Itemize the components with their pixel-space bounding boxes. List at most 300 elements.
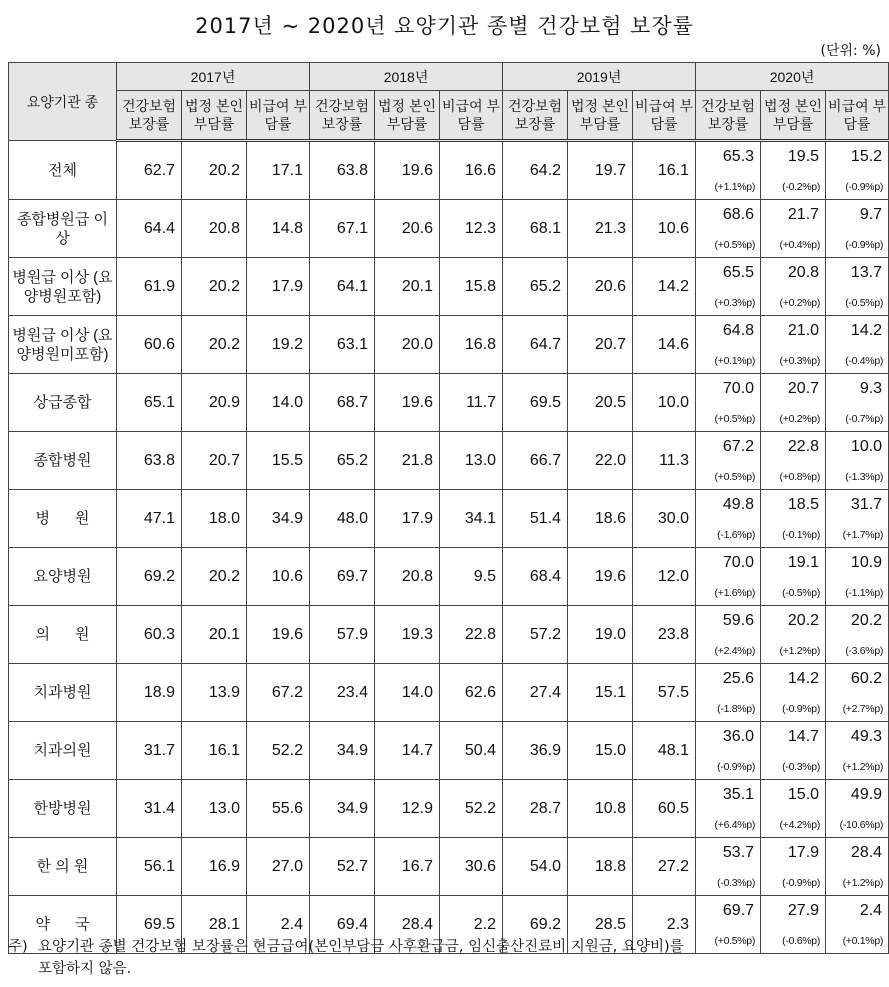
- value-cell: 65.2: [310, 432, 375, 490]
- value-cell: 55.6: [247, 780, 310, 838]
- value-cell: 64.4: [117, 200, 182, 258]
- value-2020: 18.5: [787, 496, 820, 513]
- value-cell-2020: [761, 548, 826, 606]
- value-cell: 15.5: [247, 432, 310, 490]
- header-sub-2018-2: 비급여 부담률: [440, 91, 503, 141]
- value-cell-2020: [826, 141, 889, 200]
- value-2020: 25.6: [722, 670, 755, 687]
- change-2020: (+1.7%p): [842, 529, 884, 541]
- value-cell: 60.3: [117, 606, 182, 664]
- table-row: [9, 374, 889, 432]
- value-cell: 20.0: [375, 316, 440, 374]
- value-2020: 65.3: [722, 148, 755, 165]
- change-2020: (+6.4%p): [714, 819, 756, 831]
- value-cell: 11.7: [440, 374, 503, 432]
- value-cell: 2.3: [633, 896, 696, 954]
- value-cell: 19.6: [375, 374, 440, 432]
- value-cell-2020: [761, 664, 826, 722]
- value-cell: 17.9: [247, 258, 310, 316]
- header-sub-2017-1: 법정 본인부담률: [182, 91, 247, 141]
- value-2020: 69.7: [722, 902, 755, 919]
- change-2020: (-0.4%p): [845, 355, 884, 367]
- value-cell: 63.8: [310, 141, 375, 200]
- value-cell-2020: [696, 780, 761, 838]
- value-cell-2020: [826, 780, 889, 838]
- row-category: 한 의 원: [9, 838, 117, 896]
- header-year-2020: 2020년: [696, 63, 889, 91]
- value-2020: 10.9: [850, 554, 883, 571]
- value-cell-2020: [826, 258, 889, 316]
- value-cell-2020: [696, 258, 761, 316]
- value-cell: 13.9: [182, 664, 247, 722]
- value-cell: 21.8: [375, 432, 440, 490]
- value-cell: 23.8: [633, 606, 696, 664]
- value-cell: 14.8: [247, 200, 310, 258]
- table-row: [9, 606, 889, 664]
- change-2020: (-0.9%p): [845, 239, 884, 251]
- value-2020: 9.7: [859, 206, 883, 223]
- value-cell: 69.2: [117, 548, 182, 606]
- change-2020: (+0.5%p): [714, 413, 756, 425]
- value-cell: 27.0: [247, 838, 310, 896]
- value-cell: 20.6: [568, 258, 633, 316]
- value-cell: 27.4: [503, 664, 568, 722]
- value-cell-2020: [761, 200, 826, 258]
- value-cell: 10.0: [633, 374, 696, 432]
- value-cell: 20.7: [568, 316, 633, 374]
- value-2020: 9.3: [859, 380, 883, 397]
- value-cell: 28.7: [503, 780, 568, 838]
- value-cell: 12.0: [633, 548, 696, 606]
- value-cell: 19.6: [247, 606, 310, 664]
- value-cell: 20.7: [182, 432, 247, 490]
- row-category: 병원급 이상 (요양병원포함): [9, 258, 117, 316]
- value-cell: 57.9: [310, 606, 375, 664]
- value-cell: 62.6: [440, 664, 503, 722]
- value-cell-2020: [826, 838, 889, 896]
- value-cell: 30.6: [440, 838, 503, 896]
- value-cell-2020: [826, 432, 889, 490]
- value-cell: 69.4: [310, 896, 375, 954]
- value-cell: 18.6: [568, 490, 633, 548]
- value-2020: 13.7: [850, 264, 883, 281]
- header-category: 요양기관 종: [9, 63, 117, 141]
- value-cell-2020: [761, 316, 826, 374]
- value-cell: 69.2: [503, 896, 568, 954]
- change-2020: (+1.2%p): [842, 877, 884, 889]
- value-2020: 60.2: [850, 670, 883, 687]
- change-2020: (+0.3%p): [714, 297, 756, 309]
- value-2020: 20.8: [787, 264, 820, 281]
- value-cell: 69.7: [310, 548, 375, 606]
- value-cell: 51.4: [503, 490, 568, 548]
- value-cell: 64.7: [503, 316, 568, 374]
- value-cell: 31.4: [117, 780, 182, 838]
- table-row: [9, 780, 889, 838]
- value-cell: 11.3: [633, 432, 696, 490]
- change-2020: (+0.8%p): [779, 471, 821, 483]
- change-2020: (+0.3%p): [779, 355, 821, 367]
- change-2020: (-3.6%p): [845, 645, 884, 657]
- change-2020: (-1.3%p): [845, 471, 884, 483]
- header-sub-2020-0: 건강보험 보장률: [696, 91, 761, 141]
- value-cell: 14.0: [375, 664, 440, 722]
- value-cell: 19.7: [568, 141, 633, 200]
- change-2020: (-1.1%p): [845, 587, 884, 599]
- value-cell-2020: [761, 838, 826, 896]
- value-cell: 17.1: [247, 141, 310, 200]
- value-cell: 12.9: [375, 780, 440, 838]
- header-sub-2018-0: 건강보험 보장률: [310, 91, 375, 141]
- value-2020: 35.1: [722, 786, 755, 803]
- value-2020: 27.9: [787, 902, 820, 919]
- table-row: [9, 432, 889, 490]
- value-2020: 19.1: [787, 554, 820, 571]
- value-cell-2020: [761, 432, 826, 490]
- change-2020: (+2.4%p): [714, 645, 756, 657]
- value-cell: 28.5: [568, 896, 633, 954]
- value-cell: 18.9: [117, 664, 182, 722]
- value-cell: 20.9: [182, 374, 247, 432]
- value-cell: 30.0: [633, 490, 696, 548]
- value-cell: 19.0: [568, 606, 633, 664]
- value-cell: 64.1: [310, 258, 375, 316]
- value-2020: 70.0: [722, 554, 755, 571]
- value-2020: 36.0: [722, 728, 755, 745]
- value-cell: 20.6: [375, 200, 440, 258]
- value-cell: 63.1: [310, 316, 375, 374]
- value-cell: 14.7: [375, 722, 440, 780]
- value-2020: 22.8: [787, 438, 820, 455]
- value-2020: 70.0: [722, 380, 755, 397]
- value-cell: 10.6: [633, 200, 696, 258]
- value-cell: 14.2: [633, 258, 696, 316]
- value-cell: 2.2: [440, 896, 503, 954]
- row-category: 종합병원급 이상: [9, 200, 117, 258]
- header-sub-2019-0: 건강보험 보장률: [503, 91, 568, 141]
- value-cell-2020: [761, 606, 826, 664]
- value-2020: 14.2: [787, 670, 820, 687]
- value-2020: 53.7: [722, 844, 755, 861]
- value-2020: 10.0: [850, 438, 883, 455]
- value-cell: 52.7: [310, 838, 375, 896]
- value-cell: 10.8: [568, 780, 633, 838]
- value-cell: 57.2: [503, 606, 568, 664]
- value-2020: 14.7: [787, 728, 820, 745]
- value-2020: 64.8: [722, 322, 755, 339]
- change-2020: (+0.4%p): [779, 239, 821, 251]
- row-category: 상급종합: [9, 374, 117, 432]
- value-cell: 20.1: [375, 258, 440, 316]
- change-2020: (-10.6%p): [839, 819, 884, 831]
- value-cell: 15.0: [568, 722, 633, 780]
- value-cell: 18.8: [568, 838, 633, 896]
- value-2020: 20.2: [850, 612, 883, 629]
- value-cell: 23.4: [310, 664, 375, 722]
- value-cell: 34.1: [440, 490, 503, 548]
- value-cell: 20.2: [182, 141, 247, 200]
- value-cell-2020: [761, 374, 826, 432]
- value-cell: 20.2: [182, 258, 247, 316]
- value-cell-2020: [826, 722, 889, 780]
- value-cell-2020: [696, 200, 761, 258]
- value-cell: 20.5: [568, 374, 633, 432]
- value-cell: 14.0: [247, 374, 310, 432]
- value-2020: 49.3: [850, 728, 883, 745]
- change-2020: (-0.5%p): [782, 587, 821, 599]
- change-2020: (-0.3%p): [717, 877, 756, 889]
- change-2020: (-0.3%p): [782, 761, 821, 773]
- value-2020: 31.7: [850, 496, 883, 513]
- value-cell: 69.5: [503, 374, 568, 432]
- value-cell: 20.2: [182, 316, 247, 374]
- value-cell-2020: [761, 722, 826, 780]
- header-year-2017: 2017년: [117, 63, 310, 91]
- change-2020: (-0.1%p): [782, 529, 821, 541]
- header-sub-2020-2: 비급여 부담률: [826, 91, 889, 141]
- row-category: 병 원: [9, 490, 117, 548]
- page-title: 2017년 ~ 2020년 요양기관 종별 건강보험 보장률: [195, 14, 694, 38]
- change-2020: (+1.2%p): [779, 645, 821, 657]
- value-cell: 18.0: [182, 490, 247, 548]
- header-sub-2019-1: 법정 본인부담률: [568, 91, 633, 141]
- change-2020: (-1.6%p): [717, 529, 756, 541]
- table-row: [9, 141, 889, 200]
- header-sub-2017-0: 건강보험 보장률: [117, 91, 182, 141]
- change-2020: (+0.5%p): [714, 935, 756, 947]
- value-cell: 22.8: [440, 606, 503, 664]
- value-2020: 28.4: [850, 844, 883, 861]
- value-cell-2020: [761, 258, 826, 316]
- row-category: 종합병원: [9, 432, 117, 490]
- change-2020: (-1.8%p): [717, 703, 756, 715]
- change-2020: (+1.6%p): [714, 587, 756, 599]
- row-category: 요양병원: [9, 548, 117, 606]
- footnote-line-2: 포함하지 않음.: [38, 961, 132, 977]
- value-cell: 34.9: [310, 780, 375, 838]
- value-cell: 64.2: [503, 141, 568, 200]
- value-cell: 2.4: [247, 896, 310, 954]
- value-2020: 20.7: [787, 380, 820, 397]
- value-2020: 14.2: [850, 322, 883, 339]
- row-category: 전체: [9, 141, 117, 200]
- value-cell: 34.9: [310, 722, 375, 780]
- header-sub-2018-1: 법정 본인부담률: [375, 91, 440, 141]
- value-cell-2020: [696, 664, 761, 722]
- value-cell: 22.0: [568, 432, 633, 490]
- value-cell: 14.6: [633, 316, 696, 374]
- value-cell-2020: [826, 548, 889, 606]
- value-cell-2020: [696, 374, 761, 432]
- value-2020: 15.0: [787, 786, 820, 803]
- header-year-2019: 2019년: [503, 63, 696, 91]
- value-2020: 49.9: [850, 786, 883, 803]
- change-2020: (-0.2%p): [782, 181, 821, 193]
- value-2020: 65.5: [722, 264, 755, 281]
- header-sub-2019-2: 비급여 부담률: [633, 91, 696, 141]
- table-row: [9, 548, 889, 606]
- value-cell: 16.7: [375, 838, 440, 896]
- change-2020: (-0.9%p): [782, 877, 821, 889]
- change-2020: (-0.7%p): [845, 413, 884, 425]
- table-row: [9, 722, 889, 780]
- value-cell-2020: [826, 490, 889, 548]
- table-row: [9, 838, 889, 896]
- value-cell: 36.9: [503, 722, 568, 780]
- footnote-label: 주): [8, 939, 28, 955]
- value-cell: 50.4: [440, 722, 503, 780]
- value-cell: 16.1: [182, 722, 247, 780]
- header-year-2018: 2018년: [310, 63, 503, 91]
- change-2020: (+0.1%p): [714, 355, 756, 367]
- change-2020: (+4.2%p): [779, 819, 821, 831]
- value-cell: 56.1: [117, 838, 182, 896]
- header-sub-2017-2: 비급여 부담률: [247, 91, 310, 141]
- table-row: [9, 664, 889, 722]
- row-category: 치과병원: [9, 664, 117, 722]
- value-2020: 17.9: [787, 844, 820, 861]
- value-cell: 68.4: [503, 548, 568, 606]
- value-cell: 10.6: [247, 548, 310, 606]
- value-cell: 17.9: [375, 490, 440, 548]
- change-2020: (+0.2%p): [779, 413, 821, 425]
- value-cell: 15.8: [440, 258, 503, 316]
- value-cell: 13.0: [440, 432, 503, 490]
- value-2020: 68.6: [722, 206, 755, 223]
- row-category: 한방병원: [9, 780, 117, 838]
- table-row: [9, 490, 889, 548]
- value-cell: 67.2: [247, 664, 310, 722]
- coverage-table: [8, 62, 889, 954]
- row-category: 병원급 이상 (요양병원미포함): [9, 316, 117, 374]
- value-cell: 19.6: [568, 548, 633, 606]
- change-2020: (-0.9%p): [717, 761, 756, 773]
- value-cell: 67.1: [310, 200, 375, 258]
- value-cell: 47.1: [117, 490, 182, 548]
- value-cell: 20.8: [375, 548, 440, 606]
- change-2020: (+0.2%p): [779, 297, 821, 309]
- value-cell: 69.5: [117, 896, 182, 954]
- change-2020: (-0.9%p): [845, 181, 884, 193]
- table-row: [9, 200, 889, 258]
- value-2020: 15.2: [850, 148, 883, 165]
- footnote: [8, 936, 884, 980]
- value-cell: 9.5: [440, 548, 503, 606]
- value-cell: 60.6: [117, 316, 182, 374]
- value-2020: 67.2: [722, 438, 755, 455]
- table-row: [9, 258, 889, 316]
- value-cell-2020: [696, 548, 761, 606]
- value-cell-2020: [696, 432, 761, 490]
- table-row: [9, 316, 889, 374]
- value-cell: 20.2: [182, 548, 247, 606]
- value-cell: 54.0: [503, 838, 568, 896]
- value-2020: 19.5: [787, 148, 820, 165]
- value-cell: 16.1: [633, 141, 696, 200]
- value-2020: 2.4: [859, 902, 883, 919]
- row-category: 약 국: [9, 896, 117, 954]
- value-cell-2020: [826, 374, 889, 432]
- value-cell: 66.7: [503, 432, 568, 490]
- value-cell: 62.7: [117, 141, 182, 200]
- value-cell: 48.0: [310, 490, 375, 548]
- value-cell: 20.1: [182, 606, 247, 664]
- value-cell: 16.9: [182, 838, 247, 896]
- value-cell: 28.4: [375, 896, 440, 954]
- value-cell: 13.0: [182, 780, 247, 838]
- value-cell: 19.2: [247, 316, 310, 374]
- value-cell: 57.5: [633, 664, 696, 722]
- value-cell: 27.2: [633, 838, 696, 896]
- value-cell-2020: [696, 141, 761, 200]
- unit-label: (단위: %): [820, 43, 881, 59]
- header-sub-2020-1: 법정 본인부담률: [761, 91, 826, 141]
- value-cell: 52.2: [440, 780, 503, 838]
- value-cell: 61.9: [117, 258, 182, 316]
- value-cell: 65.1: [117, 374, 182, 432]
- row-category: 의 원: [9, 606, 117, 664]
- value-cell-2020: [696, 606, 761, 664]
- value-cell-2020: [826, 316, 889, 374]
- value-cell-2020: [826, 200, 889, 258]
- value-cell-2020: [761, 141, 826, 200]
- value-cell-2020: [761, 780, 826, 838]
- value-cell-2020: [696, 490, 761, 548]
- footnote-line-1: 요양기관 종별 건강보험 보장률은 현금급여(본인부담금 사후환급금, 임신출산진료비 지원금, 요양비)를: [38, 939, 684, 955]
- change-2020: (+1.1%p): [714, 181, 756, 193]
- value-cell: 19.6: [375, 141, 440, 200]
- value-cell: 68.1: [503, 200, 568, 258]
- value-cell: 60.5: [633, 780, 696, 838]
- value-cell: 34.9: [247, 490, 310, 548]
- value-2020: 21.0: [787, 322, 820, 339]
- value-cell: 21.3: [568, 200, 633, 258]
- change-2020: (+0.5%p): [714, 471, 756, 483]
- value-cell-2020: [761, 490, 826, 548]
- value-cell-2020: [696, 722, 761, 780]
- value-2020: 59.6: [722, 612, 755, 629]
- value-cell: 19.3: [375, 606, 440, 664]
- value-2020: 49.8: [722, 496, 755, 513]
- value-2020: 20.2: [787, 612, 820, 629]
- value-cell: 16.8: [440, 316, 503, 374]
- change-2020: (+0.1%p): [842, 935, 884, 947]
- value-cell: 68.7: [310, 374, 375, 432]
- value-cell: 65.2: [503, 258, 568, 316]
- change-2020: (+0.5%p): [714, 239, 756, 251]
- value-cell: 63.8: [117, 432, 182, 490]
- value-cell: 15.1: [568, 664, 633, 722]
- value-cell: 12.3: [440, 200, 503, 258]
- value-cell: 52.2: [247, 722, 310, 780]
- value-cell: 20.8: [182, 200, 247, 258]
- value-cell: 28.1: [182, 896, 247, 954]
- change-2020: (-0.9%p): [782, 703, 821, 715]
- change-2020: (+1.2%p): [842, 761, 884, 773]
- value-cell-2020: [826, 664, 889, 722]
- change-2020: (+2.7%p): [842, 703, 884, 715]
- value-cell: 48.1: [633, 722, 696, 780]
- change-2020: (-0.6%p): [782, 935, 821, 947]
- row-category: 치과의원: [9, 722, 117, 780]
- value-cell-2020: [696, 316, 761, 374]
- value-cell-2020: [696, 838, 761, 896]
- value-cell: 16.6: [440, 141, 503, 200]
- value-cell-2020: [826, 606, 889, 664]
- value-2020: 21.7: [787, 206, 820, 223]
- value-cell: 31.7: [117, 722, 182, 780]
- change-2020: (-0.5%p): [845, 297, 884, 309]
